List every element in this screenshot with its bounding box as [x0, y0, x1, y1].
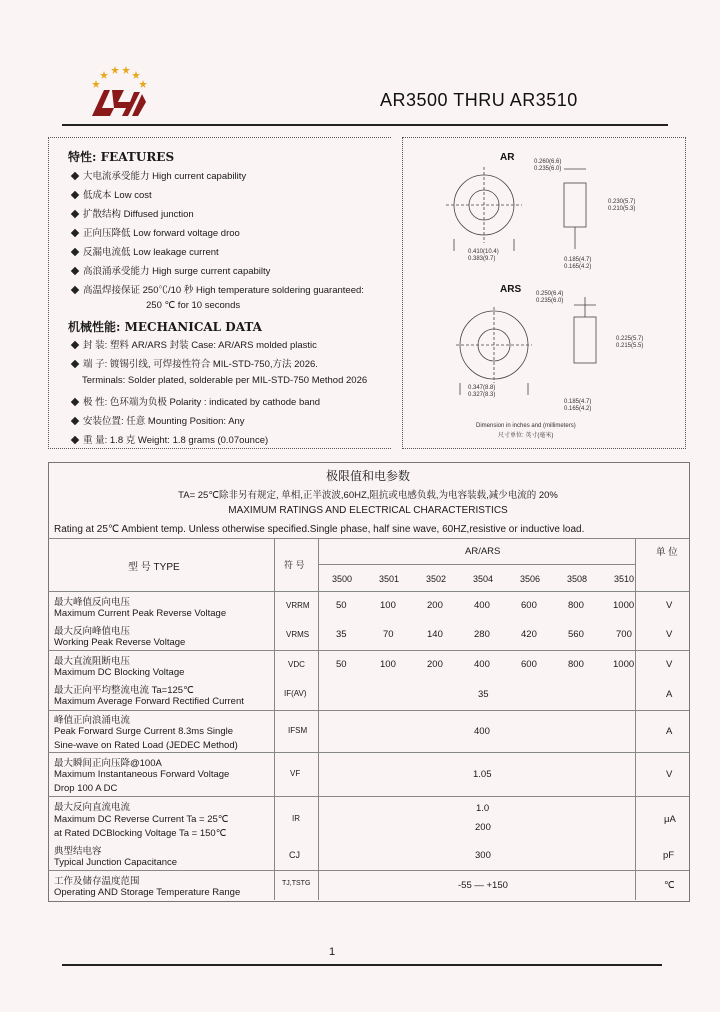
ratings-title-cn: 极限值和电参数	[325, 469, 410, 483]
feature-item: 扩散结构 Diffused junction	[72, 206, 194, 220]
param-name-cn: 工作及储存温度范围	[54, 876, 140, 887]
part-number: 3506	[520, 574, 541, 584]
param-value: 600	[521, 600, 537, 611]
param-symbol: IF(AV)	[284, 689, 307, 698]
bullet-icon	[71, 398, 79, 406]
bullet-icon	[71, 172, 79, 180]
table-rule	[48, 710, 689, 711]
param-value: 50	[336, 659, 347, 670]
mechanical-heading: 机械性能: MECHANICAL DATA	[68, 320, 262, 334]
header-rule	[62, 124, 668, 126]
param-unit: μA	[664, 814, 676, 825]
param-value: 1000	[613, 659, 635, 670]
table-rule	[48, 870, 689, 871]
dim-label: 0.225(5.7)	[616, 336, 644, 342]
param-value: 800	[568, 600, 584, 611]
dim-label: 0.327(8.3)	[468, 392, 496, 398]
dim-label: 0.235(6.0)	[536, 298, 564, 304]
table-rule	[48, 752, 689, 753]
param-symbol: CJ	[289, 850, 300, 860]
feature-item: 高浪涌承受能力 High surge current capabilty	[72, 263, 270, 277]
param-name-en: Maximum DC Reverse Current Ta = 25℃	[54, 814, 229, 825]
param-value: -55 — +150	[458, 880, 508, 891]
dim-label: 0.410(10.4)	[468, 249, 499, 255]
bullet-icon	[71, 248, 79, 256]
param-name-en-cont: Sine-wave on Rated Load (JEDEC Method)	[54, 740, 238, 751]
param-value: 600	[521, 659, 537, 670]
bullet-icon	[71, 417, 79, 425]
bullet-icon	[71, 267, 79, 275]
ars-side-body	[574, 317, 596, 363]
dim-label: 0.250(6.4)	[536, 291, 564, 297]
package-drawings	[402, 137, 684, 447]
param-value: 100	[380, 600, 396, 611]
param-value: 560	[568, 629, 584, 640]
param-unit: A	[666, 726, 673, 737]
feature-item: 低成本 Low cost	[72, 187, 152, 201]
feature-item: 反漏电流低 Low leakage current	[72, 244, 219, 258]
bullet-icon	[71, 229, 79, 237]
param-value: 50	[336, 600, 347, 611]
ar-label: AR	[500, 152, 515, 163]
mechanical-item: 封 装: 塑料 AR/ARS 封装 Case: AR/ARS molded plastic	[72, 337, 317, 351]
company-logo	[88, 62, 150, 118]
param-value: 200	[427, 659, 443, 670]
param-unit: pF	[663, 850, 675, 861]
bullet-icon	[71, 191, 79, 199]
mechanical-item: 安装位置: 任意 Mounting Position: Any	[72, 413, 245, 427]
mechanical-item: 重 量: 1.8 克 Weight: 1.8 grams (0.07ounce)	[72, 432, 268, 446]
dim-label: 0.383(9.7)	[468, 256, 496, 262]
bullet-icon	[71, 436, 79, 444]
param-name-en-cont: at Rated DCBlocking Voltage Ta = 150℃	[54, 828, 227, 839]
page-number: 1	[329, 946, 336, 958]
dim-label: 0.165(4.2)	[564, 264, 592, 270]
param-unit: V	[666, 600, 673, 611]
bullet-icon	[71, 210, 79, 218]
param-value: 100	[380, 659, 396, 670]
ars-label: ARS	[500, 284, 522, 295]
ar-side-body	[564, 183, 586, 227]
param-name-cn: 最大瞬间正向压降@100A	[54, 758, 162, 769]
param-name-en: Maximum Current Peak Reverse Voltage	[54, 608, 227, 619]
ratings-note-en: Rating at 25℃ Ambient temp. Unless otherwise specified.Single phase, half sine wave, 60HZ,resistive or inductive load.	[54, 524, 585, 535]
bullet-icon	[71, 360, 79, 368]
param-symbol: TJ,TSTG	[282, 880, 311, 887]
mechanical-item: 端 子: 镀锡引线, 可焊接性符合 MIL-STD-750,方法 2026.	[72, 356, 318, 370]
param-name-cn: 峰值正向浪涌电流	[54, 715, 131, 726]
param-name-en: Typical Junction Capacitance	[54, 857, 178, 868]
param-unit: V	[666, 629, 673, 640]
param-symbol: VRMS	[286, 630, 310, 639]
param-value: 200	[427, 600, 443, 611]
feature-item-continued: 250 ℃ for 10 seconds	[146, 300, 241, 311]
param-unit: ℃	[664, 880, 675, 891]
page-title: AR3500 THRU AR3510	[380, 90, 578, 110]
table-rule	[635, 538, 636, 900]
param-value: 140	[427, 629, 443, 640]
ratings-note-cn: TA= 25℃除非另有规定, 单相,正半波波,60HZ,阻抗或电感负载,为电容装载,减少电流的 20%	[178, 490, 558, 501]
param-value: 700	[616, 629, 632, 640]
dim-label: 0.165(4.2)	[564, 406, 592, 412]
param-symbol: VRRM	[286, 601, 310, 610]
param-value: 70	[383, 629, 394, 640]
param-name-en-cont: Drop 100 A DC	[54, 783, 118, 794]
footer-rule	[62, 964, 662, 966]
table-rule	[318, 564, 635, 565]
param-symbol: IFSM	[288, 726, 308, 735]
param-name-en: Maximum DC Blocking Voltage	[54, 667, 185, 678]
part-number: 3502	[426, 574, 447, 584]
param-value: 1.0	[476, 803, 490, 814]
part-number: 3501	[379, 574, 400, 584]
table-rule	[48, 796, 689, 797]
column-header-type: 型 号 TYPE	[128, 562, 180, 573]
dim-label: 0.235(6.0)	[534, 166, 562, 172]
param-symbol: IR	[292, 814, 300, 823]
param-value: 35	[478, 689, 489, 700]
dim-label: 0.260(6.6)	[534, 159, 562, 165]
table-rule	[48, 538, 689, 539]
param-value: 800	[568, 659, 584, 670]
param-value: 1000	[613, 600, 635, 611]
param-unit: A	[666, 689, 673, 700]
features-heading: 特性: FEATURES	[68, 150, 175, 164]
feature-item: 高温焊接保证 250℃/10 秒 High temperature soldering guaranteed:	[72, 282, 364, 296]
mechanical-terminal-en: Terminals: Solder plated, solderable per MIL-STD-750 Method 2026	[82, 375, 368, 386]
param-name-cn: 最大峰值反向电压	[54, 597, 131, 608]
param-value: 1.05	[473, 769, 492, 780]
param-name-cn: 典型结电容	[54, 846, 102, 857]
feature-item: 正向压降低 Low forward voltage droo	[72, 225, 240, 239]
mechanical-item: 极 性: 色环端为负极 Polarity : indicated by cathode band	[72, 394, 320, 408]
param-unit: V	[666, 659, 673, 670]
bullet-icon	[71, 341, 79, 349]
param-name-en: Working Peak Reverse Voltage	[54, 637, 186, 648]
param-unit: V	[666, 769, 673, 780]
table-rule	[48, 591, 689, 592]
column-header-unit: 单 位	[656, 547, 678, 558]
param-value: 300	[475, 850, 491, 861]
table-rule	[318, 538, 319, 900]
param-value: 400	[474, 600, 490, 611]
param-name-en: Maximum Instantaneous Forward Voltage	[54, 769, 230, 780]
param-name-cn: 最大直流阻断电压	[54, 656, 131, 667]
dim-label: 0.210(5.3)	[608, 206, 636, 212]
param-name-cn: 最大反向峰值电压	[54, 626, 131, 637]
dim-label: 0.185(4.7)	[564, 399, 592, 405]
dimension-note-cn: 尺寸单位: 英寸(毫米)	[498, 433, 554, 439]
bullet-icon	[71, 286, 79, 294]
param-symbol: VF	[290, 769, 301, 778]
param-name-en: Maximum Average Forward Rectified Current	[54, 696, 244, 707]
param-symbol: VDC	[288, 660, 305, 669]
dim-label: 0.347(8.8)	[468, 385, 496, 391]
part-number: 3510	[614, 574, 635, 584]
ratings-title-en: MAXIMUM RATINGS AND ELECTRICAL CHARACTERISTICS	[228, 505, 508, 516]
part-number: 3504	[473, 574, 494, 584]
table-rule	[274, 538, 275, 900]
param-value: 200	[475, 822, 491, 833]
column-header-symbol: 符 号	[284, 560, 305, 570]
param-value: 420	[521, 629, 537, 640]
param-value: 35	[336, 629, 347, 640]
logo-mark	[92, 90, 146, 116]
dimension-note-en: Dimension in inches and (millimeters)	[476, 423, 576, 429]
column-header-group: AR/ARS	[465, 546, 501, 557]
param-value: 280	[474, 629, 490, 640]
dim-label: 0.185(4.7)	[564, 257, 592, 263]
param-value: 400	[474, 726, 490, 737]
part-number: 3508	[567, 574, 588, 584]
param-name-en: Peak Forward Surge Current 8.3ms Single	[54, 726, 233, 737]
param-name-en: Operating AND Storage Temperature Range	[54, 887, 241, 898]
dim-label: 0.215(5.5)	[616, 343, 644, 349]
param-name-cn: 最大正向平均整流电流 Ta=125℃	[54, 685, 194, 696]
logo-stars	[92, 66, 147, 88]
part-number: 3500	[332, 574, 353, 584]
dim-label: 0.230(5.7)	[608, 199, 636, 205]
param-value: 400	[474, 659, 490, 670]
table-rule	[48, 650, 689, 651]
feature-item: 大电流承受能力 High current capability	[72, 168, 246, 182]
param-name-cn: 最大反向直流电流	[54, 802, 131, 813]
